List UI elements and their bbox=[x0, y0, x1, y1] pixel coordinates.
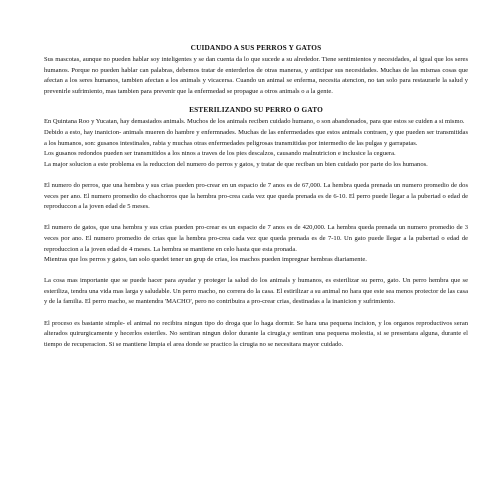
body-paragraph: Debido a esto, hay inanicion- animals mueren do hambre y enfermnades. Muchas de las enfermedades que estos animals contraen, y que pueden ser transmitidas a los humanos, son: gusanos intestinales, rabia y muchas otras enfermedades peligrosas transmitidas por intermedio de las pulgas y garrapatas. bbox=[44, 128, 468, 147]
body-paragraph: En Quintana Roo y Yucatan, hay demasiados animals. Muchos de los animals reciben cuidado humano, o son abandonados, para que estos se cuiden a si mismo. bbox=[44, 118, 465, 126]
section-title: ESTERILIZANDO SU PERRO O GATO bbox=[189, 105, 323, 115]
body-paragraph: El proceso es bastante simple- el animal no recibira ningun tipo do droga que lo haga dormir. Se hara una pequena incision, y los organos reproductivos seran alterados quirurgicamente y hecerlos esteriles. No sentiran ningun dolor durante la cirugia,y sentiran una pequena molestia, si se presentara alguna, durante el tiempo de recuperacion. Si se mantiene limpia el area donde se practico la cirugia no se necesitara mayor cuidado. bbox=[44, 319, 468, 348]
document-page bbox=[44, 43, 468, 350]
body-paragraph: La cosa mas importante que se puede hacer para ayudar y proteger la salud do los animals y humanos, es esterilizar su perro, gato. Un perro hembra que se esteriliza, tendra una vida mas larga y saludable. Un perro macho, no correra do la casa. El estirilizar a su animal no hara que este sea menos protector de las casa y de la familia. El perro macho, se mantendra 'MACHO', pero no contribuira a pro-crear crias, destinadas a la inanicion y sufrimiento. bbox=[44, 277, 468, 306]
body-paragraph: La major solucion a este problema es la reduccion del numero do perros y gatos, y tratar de que reciban un bien cuidado por parte do los humanos. bbox=[44, 160, 428, 168]
body-paragraph: Mientras que los perros y gatos, tan solo quedet tener un grup de crias, los machos pueden impregnar hembras diariamente. bbox=[44, 256, 367, 264]
section-body bbox=[44, 117, 468, 350]
body-paragraph: Los gusanos redondos pueden ser transmitidos a los ninos a traves de los pies descalzos, causando malnutricion e inclusice la ceguera. bbox=[44, 150, 396, 158]
body-paragraph: El numero de gatos, que una hembra y sus crias pueden pro-crear es un espacio de 7 anos es de 420,000. La hembra queda prenada un numero promedio de 3 veces por ano. El numero promedio de crias que la hembra pro-crea cada vez que queda prenada es de 7-10. Un gato puede llegar a la pubertad o edad de reproduccion a la joven edad de 4 meses. La hembra se mantiene en celo hasta que esta pronada. bbox=[44, 224, 468, 253]
body-paragraph: El numero do perros, que una hembra y sus crias pueden pro-crear en un espacio de 7 anos es de 67,000. La hembra queda prenada un numero promedio de dos veces per ano. El numero promedio do chachorros que la hembra pro-crea cada vez que queda prenada es de 6-10. El perro puede llegar a la pubertad o edad de reproduccon a la joven edad de 5 meses. bbox=[44, 181, 468, 211]
intro-paragraph: Sus mascotas, aunque no pueden hablar soy inteligentes y se dan cuenta da lo que sucede a su alrededor. Tiene sentimientos y necesidades, al igual que los seres humanos. Porque no pueden hablar can palabras, debemos tratar de enterderlos de otras maneras, y anticipar sus necesidades. Muchas de las mismas cosas que afectan a los seres humanos, tambien afectan a los animals y vicacersa. Cuando un animal se enferma, necesita atencion, no tan solo para restaurarle la salud y prevenirle sufrimiento, mas tambien para prevenir que la enfermedad se propague a otros animals o a la gente. bbox=[44, 56, 468, 95]
document-title: CUIDANDO A SUS PERROS Y GATOS bbox=[190, 43, 322, 52]
